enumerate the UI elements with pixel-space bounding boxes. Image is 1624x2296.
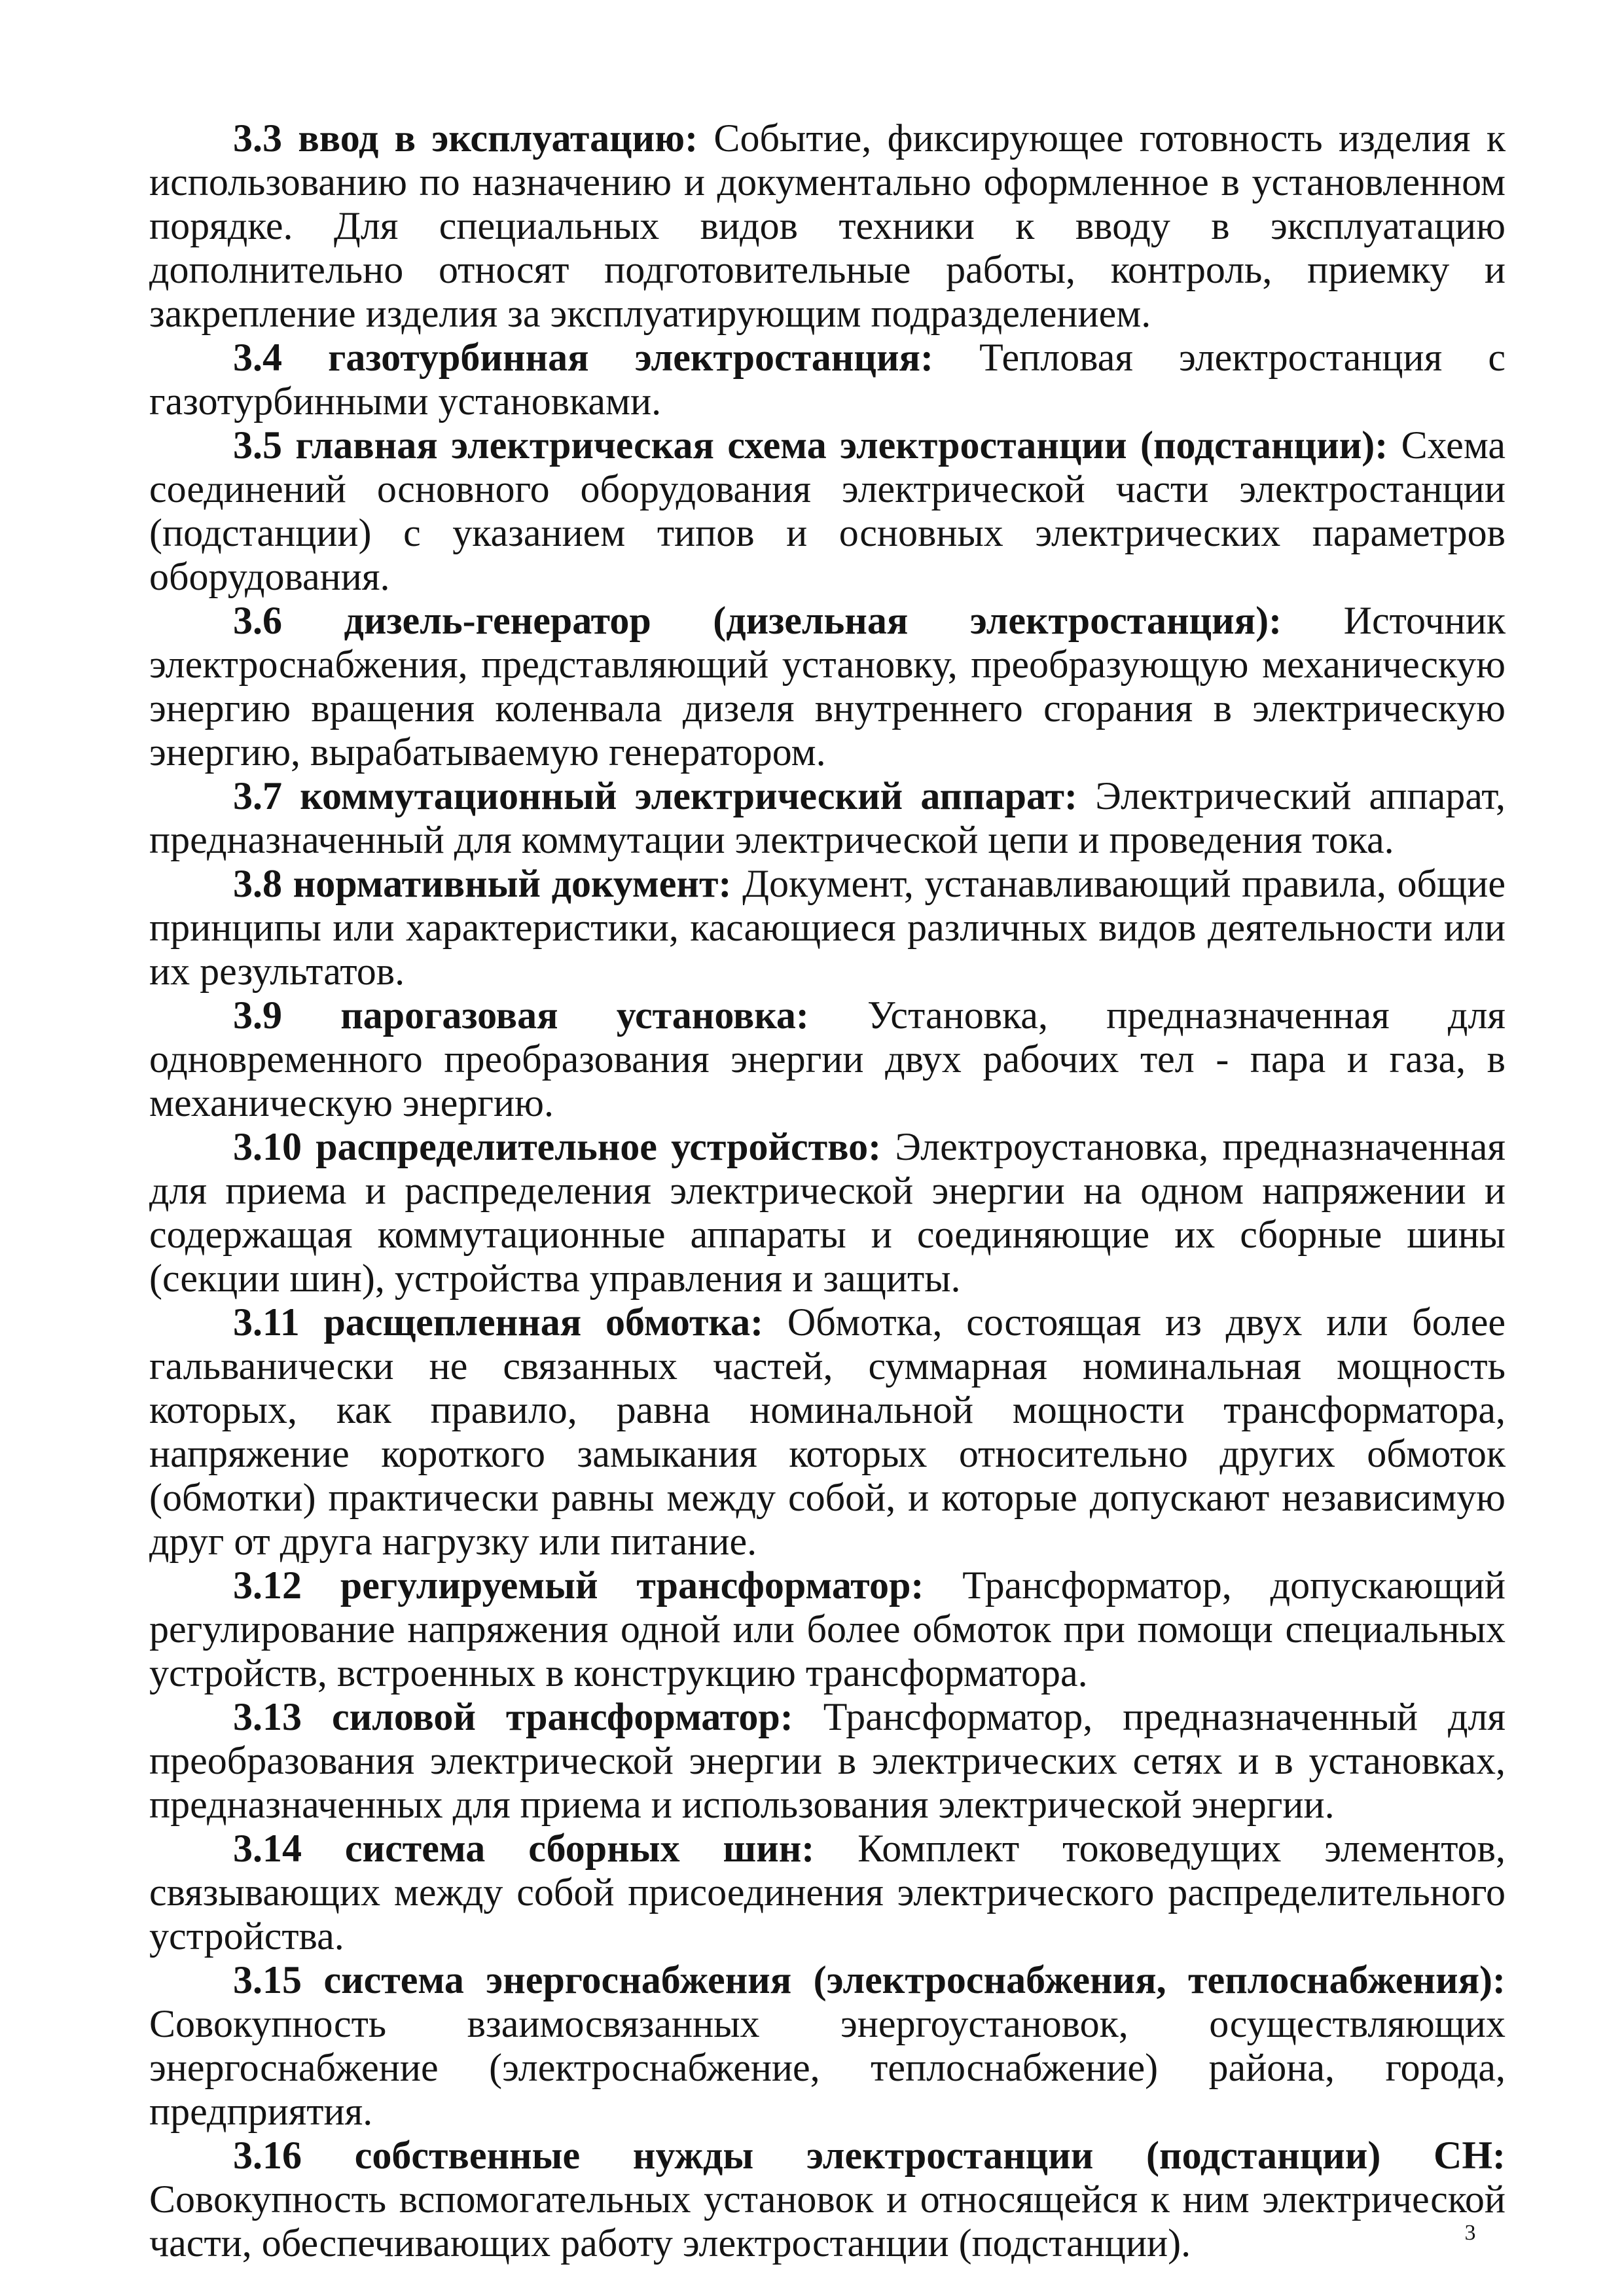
term-definition: Электрический аппарат, предназначенный для коммутации электрической цепи и проведения тока. (149, 774, 1506, 861)
term-3-6 (149, 599, 1506, 774)
term-definition: Документ, устанавливающий правила, общие принципы или характеристики, касающиеся различных видов деятельности или их результатов. (149, 862, 1506, 993)
term-name: 3.13 силовой трансформатор: (233, 1695, 793, 1738)
term-name: 3.14 система сборных шин: (233, 1827, 815, 1870)
term-name: 3.5 главная электрическая схема электростанции (подстанции): (233, 423, 1388, 467)
term-definition: Электроустановка, предназначенная для приема и распределения электрической энергии на одном напряжении и содержащая коммутационные аппараты и соединяющие их сборные шины (секции шин), устройства управления и защиты. (149, 1125, 1506, 1300)
term-name: 3.8 нормативный документ: (233, 862, 732, 905)
term-3-10 (149, 1125, 1506, 1300)
term-3-14 (149, 1827, 1506, 1958)
term-definition: Трансформатор, предназначенный для преобразования электрической энергии в электрических сетях и в установках, предназначенных для приема и использования электрической энергии. (149, 1695, 1506, 1826)
term-3-3 (149, 117, 1506, 336)
term-name: 3.10 распределительное устройство: (233, 1125, 882, 1168)
term-name: 3.4 газотурбинная электростанция: (233, 336, 933, 379)
term-name: 3.12 регулируемый трансформатор: (233, 1564, 924, 1607)
term-name: 3.9 парогазовая установка: (233, 994, 809, 1037)
term-definition: Установка, предназначенная для одновременного преобразования энергии двух рабочих тел - пара и газа, в механическую энергию. (149, 994, 1506, 1124)
term-definition: Схема соединений основного оборудования электрической части электростанции (подстанции) с указанием типов и основных электрических параметров оборудования. (149, 423, 1506, 598)
term-definition: Событие, фиксирующее готовность изделия к использованию по назначению и документально оформленное в установленном порядке. Для специальных видов техники к вводу в эксплуатацию дополнительно относят подготовительные работы, контроль, приемку и закрепление изделия за эксплуатирующим подразделением. (149, 117, 1506, 335)
term-3-4 (149, 336, 1506, 423)
term-name: 3.15 система энергоснабжения (электроснабжения, теплоснабжения): (233, 1958, 1506, 2001)
term-definition: Источник электроснабжения, представляющий установку, преобразующую механическую энергию вращения коленвала дизеля внутреннего сгорания в электрическую энергию, вырабатываемую генератором. (149, 599, 1506, 774)
term-name: 3.6 дизель-генератор (дизельная электростанция): (233, 599, 1282, 642)
term-name: 3.7 коммутационный электрический аппарат: (233, 774, 1077, 817)
page-number: 3 (1464, 2221, 1476, 2245)
term-3-16 (149, 2134, 1506, 2265)
term-definition: Обмотка, состоящая из двух или более гальванически не связанных частей, суммарная номинальная мощность которых, как правило, равна номинальной мощности трансформатора, напряжение короткого замыкания которых относительно других обмоток (обмотки) практически равны между собой, и которые допускают независимую друг от друга нагрузку или питание. (149, 1300, 1506, 1563)
term-3-8 (149, 862, 1506, 994)
term-name: 3.3 ввод в эксплуатацию: (233, 117, 698, 160)
term-3-7 (149, 774, 1506, 862)
term-3-9 (149, 994, 1506, 1125)
term-3-12 (149, 1564, 1506, 1695)
term-definition: Совокупность вспомогательных установок и относящейся к ним электрической части, обеспечивающих работу электростанции (подстанции). (149, 2178, 1506, 2265)
term-name: 3.16 собственные нужды электростанции (подстанции) СН: (233, 2134, 1506, 2177)
term-3-15 (149, 1958, 1506, 2134)
term-3-5 (149, 423, 1506, 599)
document-page (149, 117, 1506, 2265)
term-definition: Совокупность взаимосвязанных энергоустановок, осуществляющих энергоснабжение (электроснабжение, теплоснабжение) района, города, предприятия. (149, 2002, 1506, 2133)
term-3-13 (149, 1695, 1506, 1827)
term-definition: Тепловая электростанция с газотурбинными установками. (149, 336, 1506, 423)
term-name: 3.11 расщепленная обмотка: (233, 1300, 764, 1344)
term-3-11 (149, 1300, 1506, 1564)
term-definition: Комплект токоведущих элементов, связывающих между собой присоединения электрического распределительного устройства. (149, 1827, 1506, 1958)
term-definition: Трансформатор, допускающий регулирование напряжения одной или более обмоток при помощи специальных устройств, встроенных в конструкцию трансформатора. (149, 1564, 1506, 1695)
